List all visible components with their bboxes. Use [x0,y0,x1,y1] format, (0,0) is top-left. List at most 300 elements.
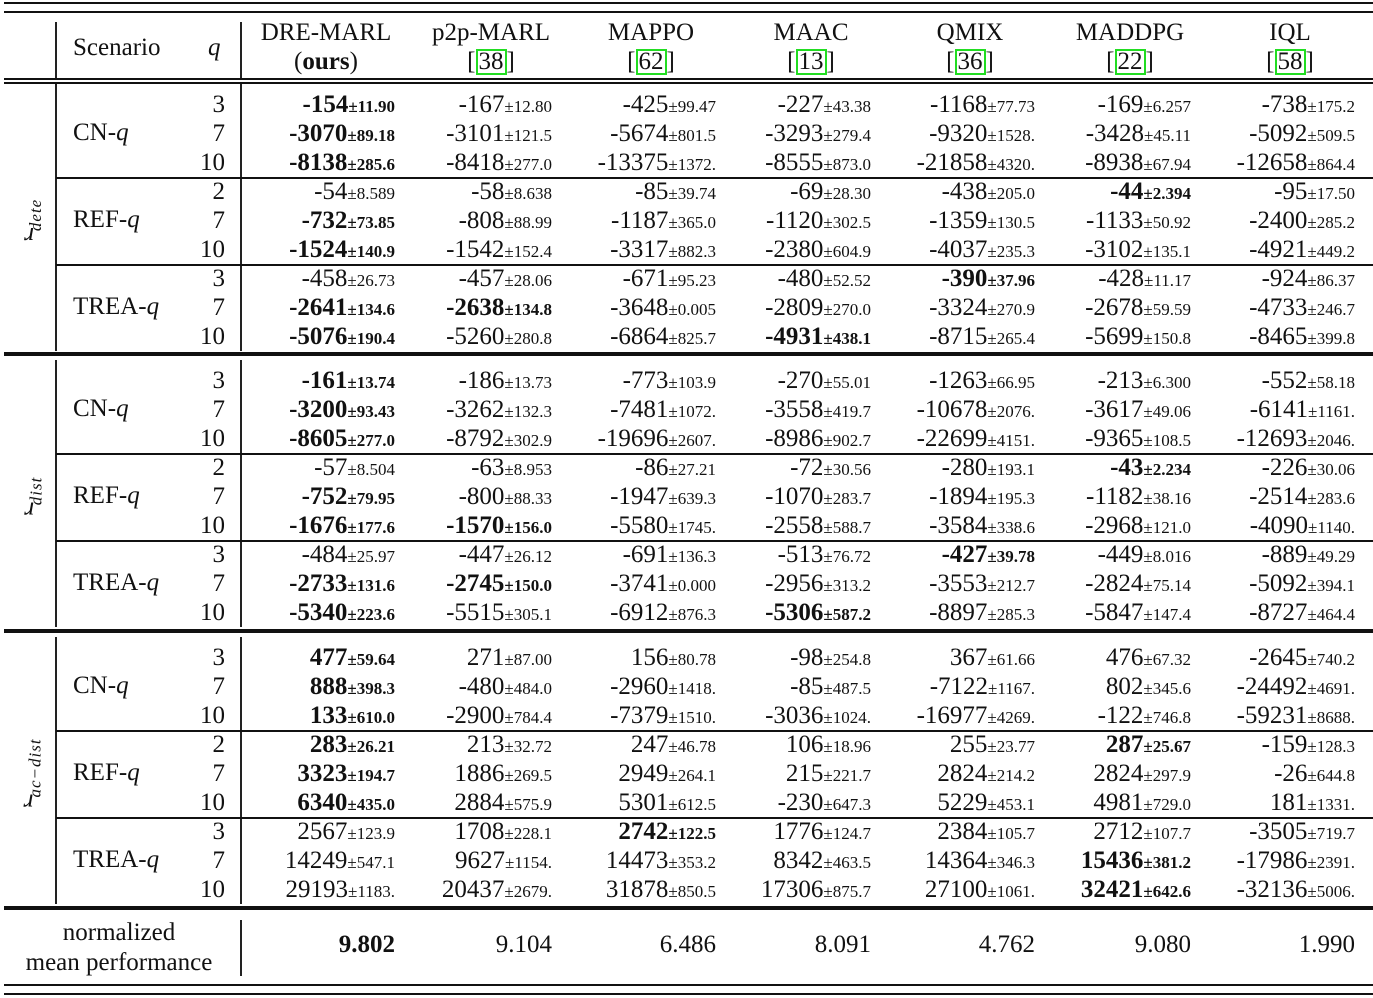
citation-number[interactable]: 38 [476,49,507,75]
best-result-cell [289,395,395,426]
summary-label-line: normalized [62,919,176,946]
mean-value: -1133 [1086,207,1144,234]
reward-symbol: r [23,221,35,251]
mean-value: -2968 [1085,512,1144,539]
result-cell [937,788,1035,819]
result-cell [446,235,552,266]
std-value: ±43.38 [823,97,871,116]
citation-number[interactable]: 13 [796,49,827,75]
std-value: ±77.73 [987,97,1035,116]
mean-value: -5340 [289,599,348,626]
bottom-rule-2 [4,993,1373,995]
q-value: 7 [212,120,225,147]
result-cell [917,395,1035,426]
scenario-prefix: TREA- [73,293,147,320]
mean-value: -732 [301,207,348,234]
result-cell [1098,701,1191,732]
result-cell [1093,817,1191,848]
result-cell [950,643,1035,674]
result-cell [929,366,1035,397]
std-value: ±464.4 [1307,605,1355,624]
best-result-cell [297,788,395,819]
std-value: ±27.21 [668,460,716,479]
std-value: ±4320. [987,155,1035,174]
result-cell [610,322,716,353]
result-cell [1237,701,1355,732]
mean-value: -808 [458,207,505,234]
reward-subscript: ac−dist [26,737,45,797]
mean-value: -3317 [610,236,669,263]
std-value: ±487.5 [823,679,871,698]
best-result-cell [1110,177,1191,208]
mean-value: -43 [1110,454,1144,481]
best-result-cell [289,293,395,324]
mean-value: 2949 [618,760,669,787]
std-value: ±1510. [668,708,716,727]
std-value: ±277.0 [347,431,395,450]
mean-value: -8792 [446,425,505,452]
q-value: 3 [212,644,225,671]
mean-value: -1894 [929,483,988,510]
std-value: ±150.0 [504,576,552,595]
top-rule-thick [4,11,1373,13]
result-cell [631,730,716,761]
scenario-variable: q [146,569,160,596]
mean-value: -438 [941,178,988,205]
mean-value: -457 [458,265,505,292]
std-value: ±302.9 [504,431,552,450]
result-cell [1249,482,1355,513]
std-value: ±89.18 [347,126,395,145]
std-value: ±46.78 [668,737,716,756]
result-cell [471,177,552,208]
summary-value: 9.104 [495,931,552,958]
mean-value: -2514 [1249,483,1308,510]
method-name: DRE-MARL [260,19,392,46]
std-value: ±52.52 [823,271,871,290]
scenario-name [73,119,129,147]
result-cell [1085,569,1191,600]
q-value: 3 [212,541,225,568]
result-cell [459,366,552,397]
q-value: 10 [200,149,225,176]
result-cell [929,322,1035,353]
std-value: ±1418. [668,679,716,698]
std-value: ±4151. [987,431,1035,450]
mean-value: -427 [941,541,988,568]
scenario-name [73,759,140,787]
mean-value: 802 [1105,673,1144,700]
mean-value: -3428 [1085,120,1145,147]
mean-value: -2960 [610,673,669,700]
std-value: ±285.3 [987,605,1035,624]
scenario-variable: q [127,206,140,233]
citation-link[interactable] [787,47,835,76]
mean-value: -5260 [446,323,505,350]
std-value: ±587.2 [823,605,871,624]
std-value: ±1183. [348,882,395,901]
std-value: ±2391. [1307,853,1355,872]
column-divider [55,84,57,351]
mean-value: -161 [301,367,348,394]
result-cell [1237,424,1355,455]
citation-number[interactable]: 22 [1115,49,1146,75]
mean-value: -8715 [929,323,988,350]
std-value: ±0.000 [668,576,716,595]
mean-value: 255 [949,731,988,758]
mean-value: -19696 [597,425,669,452]
std-value: ±882.3 [668,242,716,261]
mean-value: -1120 [766,207,824,234]
header-scenario: Scenario [73,34,161,61]
scenario-variable: q [127,482,140,509]
mean-value: -5306 [765,599,824,626]
result-cell [611,206,716,237]
result-cell [765,482,871,513]
method-subtitle: (ours) [294,48,358,75]
result-cell [1237,148,1355,179]
mean-value: -3036 [765,702,824,729]
scenario-variable: q [116,395,129,422]
result-cell [471,453,552,484]
std-value: ±639.3 [668,489,716,508]
std-value: ±124.7 [823,824,871,843]
scenario-name [73,672,129,700]
q-value: 10 [200,236,225,263]
result-cell [1262,730,1355,761]
mean-value: -4733 [1249,294,1308,321]
std-value: ±67.32 [1143,650,1191,669]
std-value: ±105.7 [987,824,1035,843]
std-value: ±6.300 [1143,373,1191,392]
scenario-prefix: REF- [73,482,128,509]
mean-value: 476 [1105,644,1144,671]
method-name: MAAC [773,19,849,46]
std-value: ±2076. [987,402,1035,421]
column-divider [240,360,242,627]
std-value: ±0.005 [668,300,716,319]
scenario-prefix: TREA- [73,569,147,596]
mean-value: -691 [622,541,669,568]
result-cell [929,569,1035,600]
mean-value: -86 [635,454,669,481]
mean-value: -63 [471,454,505,481]
header-q: q [208,34,221,61]
result-cell [1270,788,1355,819]
std-value: ±746.8 [1143,708,1191,727]
result-cell [623,366,716,397]
result-cell [286,875,395,906]
group-rule [4,352,1373,356]
std-value: ±398.3 [347,679,395,698]
mean-value: 2824 [937,760,988,787]
citation-number[interactable]: 36 [955,49,986,75]
reward-symbol: r [23,788,35,818]
std-value: ±58.18 [1307,373,1355,392]
std-value: ±547.1 [347,853,395,872]
std-value: ±12.80 [504,97,552,116]
std-value: ±205.0 [987,184,1035,203]
mean-value: 1708 [454,818,505,845]
std-value: ±8.504 [347,460,395,479]
std-value: ±99.47 [668,97,716,116]
mean-value: -1524 [289,236,348,263]
std-value: ±1161. [1308,402,1355,421]
mean-value: -3558 [765,396,824,423]
std-value: ±647.3 [823,795,871,814]
mean-value: -8465 [1249,323,1308,350]
result-cell [285,846,395,877]
result-cell [467,730,552,761]
mean-value: -26 [1274,760,1308,787]
std-value: ±302.5 [823,213,871,232]
best-result-cell [942,264,1035,295]
result-cell [765,511,871,542]
q-value: 7 [212,570,225,597]
result-cell [446,424,552,455]
std-value: ±235.3 [987,242,1035,261]
q-value: 3 [212,818,225,845]
method-name: MAPPO [607,19,695,46]
result-cell [766,206,871,237]
q-value: 10 [200,512,225,539]
result-cell [610,701,716,732]
citation-number[interactable]: 62 [636,49,667,75]
std-value: ±177.6 [347,518,395,537]
citation-link[interactable] [467,47,515,76]
q-value: 7 [212,294,225,321]
std-value: ±2679. [504,882,552,901]
result-cell [459,540,552,571]
std-value: ±305.1 [504,605,552,624]
bracket: [ [467,48,476,75]
mean-value: -1168 [930,91,988,118]
std-value: ±79.95 [347,489,395,508]
mean-value: -2400 [1249,207,1308,234]
result-cell [790,643,871,674]
result-cell [1086,206,1191,237]
std-value: ±86.37 [1307,271,1355,290]
mean-value: -85 [635,178,669,205]
result-cell [623,540,716,571]
std-value: ±246.7 [1307,300,1355,319]
bracket: [ [627,48,636,75]
mean-value: 247 [630,731,669,758]
result-cell [1106,672,1191,703]
q-value: 10 [200,599,225,626]
best-result-cell [310,730,395,761]
mean-value: -390 [941,265,988,292]
result-cell [606,846,716,877]
mean-value: -773 [622,367,669,394]
result-cell [790,672,871,703]
header-method-qmix [880,18,1060,76]
result-cell [929,119,1035,150]
mean-value: -2641 [289,294,348,321]
result-cell [1086,482,1191,513]
q-value: 10 [200,789,225,816]
mean-value: -169 [1097,91,1144,118]
best-result-cell [942,540,1035,571]
mean-value: 271 [466,644,505,671]
mean-value: -24492 [1236,673,1308,700]
column-divider [55,22,57,78]
result-cell [773,846,871,877]
std-value: ±49.06 [1143,402,1191,421]
result-cell [1085,148,1191,179]
mean-value: -167 [458,91,505,118]
std-value: ±1072. [668,402,716,421]
reward-type-label [10,88,50,351]
best-result-cell [618,817,716,848]
std-value: ±2607. [668,431,716,450]
std-value: ±6.257 [1143,97,1191,116]
std-value: ±193.1 [987,460,1035,479]
std-value: ±59.59 [1143,300,1191,319]
best-result-cell [1106,730,1191,761]
result-cell [790,453,871,484]
std-value: ±270.0 [823,300,871,319]
mean-value: -2558 [765,512,824,539]
result-cell [1262,366,1355,397]
mean-value: 287 [1105,731,1144,758]
std-value: ±23.77 [987,737,1035,756]
mean-value: -2678 [1085,294,1144,321]
result-cell [302,264,395,295]
mean-value: -3101 [446,120,505,147]
std-value: ±419.7 [823,402,871,421]
best-result-cell [302,366,395,397]
mean-value: -1542 [446,236,505,263]
result-cell [1085,424,1191,455]
result-cell [1098,366,1191,397]
mean-value: -98 [790,644,824,671]
std-value: ±588.7 [823,518,871,537]
summary-value: 1.990 [1298,931,1355,958]
std-value: ±49.29 [1307,547,1355,566]
mean-value: -5092 [1249,570,1308,597]
q-value: 7 [212,483,225,510]
std-value: ±223.6 [347,605,395,624]
mean-value: -6864 [610,323,669,350]
scenario-name [73,206,140,234]
std-value: ±8.016 [1143,547,1191,566]
mean-value: 2712 [1093,818,1144,845]
result-cell [446,395,552,426]
std-value: ±1372. [668,155,716,174]
citation-link[interactable] [1266,47,1314,76]
mean-value: -16977 [916,702,988,729]
std-value: ±604.9 [823,242,871,261]
q-value: 7 [212,847,225,874]
result-cell [459,672,552,703]
std-value: ±156.0 [504,518,552,537]
best-result-cell [446,511,552,542]
mean-value: -5092 [1249,120,1308,147]
mean-value: 1886 [454,760,505,787]
column-divider [240,22,242,78]
mean-value: 6340 [297,789,348,816]
std-value: ±152.4 [504,242,552,261]
mean-value: -22699 [916,425,988,452]
mean-value: -6141 [1249,396,1309,423]
summary-value: 8.091 [814,931,871,958]
std-value: ±394.1 [1307,576,1355,595]
mean-value: 2567 [297,818,348,845]
std-value: ±484.0 [504,679,552,698]
std-value: ±850.5 [668,882,716,901]
scenario-prefix: CN- [73,119,117,146]
citation-link[interactable] [627,47,675,76]
best-result-cell [1081,846,1191,877]
result-cell [929,598,1035,629]
mean-value: -9320 [929,120,988,147]
mean-value: 17306 [760,876,824,903]
std-value: ±135.1 [1143,242,1191,261]
mean-value: -159 [1261,731,1308,758]
mean-value: -1947 [610,483,669,510]
result-cell [929,206,1035,237]
std-value: ±30.06 [1307,460,1355,479]
std-value: ±449.2 [1307,242,1355,261]
mean-value: 283 [309,731,348,758]
mean-value: 2884 [454,789,505,816]
mean-value: -21858 [916,149,988,176]
mean-value: -484 [301,541,348,568]
std-value: ±719.7 [1307,824,1355,843]
citation-link[interactable] [946,47,994,76]
bracket: [ [787,48,796,75]
std-value: ±353.2 [668,853,716,872]
mean-value: -738 [1261,91,1308,118]
mean-value: -9365 [1085,425,1144,452]
q-value: 10 [200,323,225,350]
result-cell [1262,540,1355,571]
mean-value: 15436 [1080,847,1144,874]
best-result-cell [446,569,552,600]
mean-value: -513 [777,541,824,568]
result-cell [1249,643,1355,674]
bracket: ] [826,48,835,75]
citation-link[interactable] [1106,47,1154,76]
std-value: ±121.0 [1143,518,1191,537]
mean-value: -1263 [929,367,988,394]
result-cell [314,177,395,208]
best-result-cell [289,322,395,353]
std-value: ±13.73 [504,373,552,392]
mean-value: -1187 [611,207,669,234]
citation-number[interactable]: 58 [1275,49,1306,75]
std-value: ±610.0 [347,708,395,727]
result-cell [459,264,552,295]
result-cell [1086,119,1191,150]
result-cell [1098,264,1191,295]
std-value: ±107.7 [1143,824,1191,843]
result-cell [1262,90,1355,121]
scenario-variable: q [127,759,140,786]
std-value: ±88.33 [504,489,552,508]
std-value: ±25.67 [1143,737,1191,756]
reward-symbol: r [23,495,35,525]
result-cell [610,293,716,324]
best-result-cell [289,119,395,150]
std-value: ±28.30 [823,184,871,203]
best-result-cell [310,672,395,703]
std-value: ±76.72 [823,547,871,566]
mean-value: -4931 [765,323,824,350]
result-cell [1085,511,1191,542]
mean-value: -59231 [1236,702,1308,729]
